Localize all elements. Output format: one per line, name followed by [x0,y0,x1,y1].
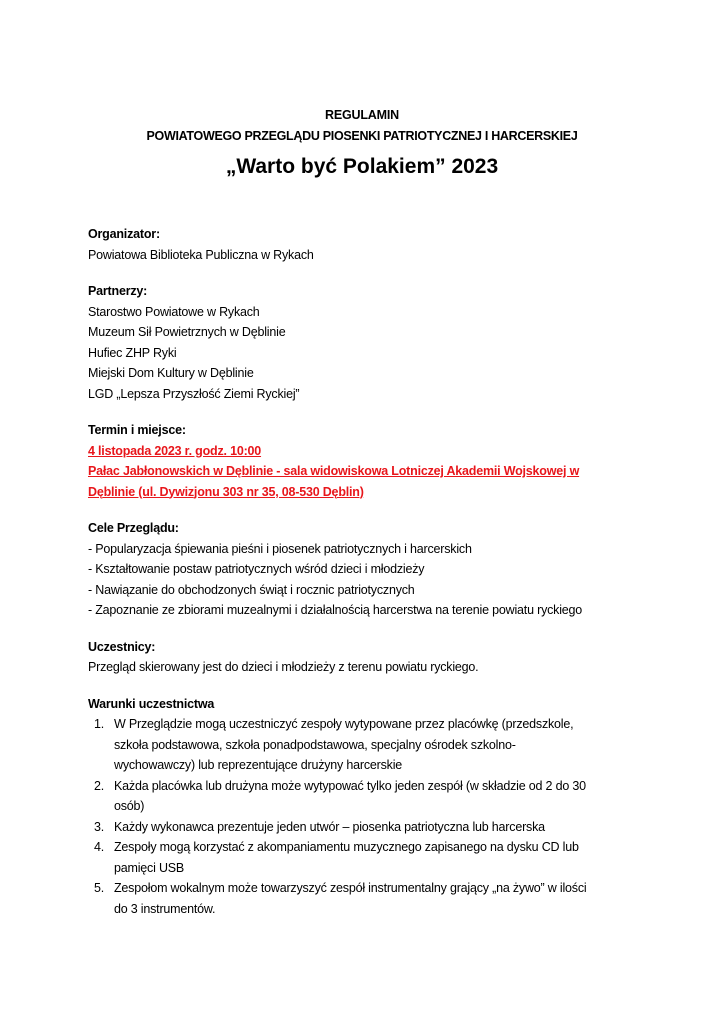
condition-text: Każda placówka lub drużyna może wytypować tylko jeden zespół (w składzie od 2 do 30 [114,778,586,793]
goals-section [88,518,648,621]
event-date: 4 listopada 2023 r. godz. 10:00 [88,443,262,458]
condition-number: 1. [94,717,105,731]
doc-label: REGULAMIN [325,108,399,122]
organizer-name: Powiatowa Biblioteka Publiczna w Rykach [88,247,314,262]
organizer-section [88,224,648,265]
condition-number: 2. [94,778,105,793]
condition-text: Zespoły mogą korzystać z akompaniamentu muzycznego zapisanego na dysku CD lub [114,840,579,854]
event-place: Pałac Jabłonowskich w Dęblinie - sala widowiskowa Lotniczej Akademii Wojskowej w [88,464,580,478]
condition-number: 4. [94,840,105,854]
condition-number: 5. [94,881,105,895]
partner-item: Hufiec ZHP Ryki [88,345,177,360]
condition-text: pamięci USB [114,860,185,875]
conditions-section [88,694,648,920]
partners-heading: Partnerzy: [88,284,148,298]
document-body [88,224,648,935]
partner-item: Starostwo Powiatowe w Rykach [88,304,260,319]
goal-item: - Zapoznanie ze zbiorami muzealnymi i działalnością harcerstwa na terenie powiatu ryckiego [88,603,583,617]
goal-item: - Kształtowanie postaw patriotycznych wśród dzieci i młodzieży [88,562,425,576]
condition-text: Zespołom wokalnym może towarzyszyć zespół instrumentalny grający „na żywo” w ilości [114,881,587,895]
condition-item [88,714,648,776]
condition-item [88,878,648,919]
condition-text: osób) [114,799,145,813]
goal-item: - Popularyzacja śpiewania pieśni i piosenek patriotycznych i harcerskich [88,541,472,556]
doc-title: „Warto być Polakiem” 2023 [225,155,499,178]
organizer-heading: Organizator: [88,227,160,241]
event-address: Dęblinie (ul. Dywizjonu 303 nr 35, 08-530 Dęblin) [88,484,364,499]
conditions-list [88,714,648,919]
condition-item [88,817,648,838]
date-place-heading: Termin i miejsce: [88,423,186,437]
title-block [0,107,724,181]
condition-text: W Przeglądzie mogą uczestniczyć zespoły wytypowane przez placówkę (przedszkole, [114,717,574,731]
doc-subtitle: POWIATOWEGO PRZEGLĄDU PIOSENKI PATRIOTYCZNEJ I HARCERSKIEJ [146,129,578,143]
partners-section [88,281,648,404]
condition-item [88,776,648,817]
conditions-heading: Warunki uczestnictwa [88,696,215,711]
condition-text: Każdy wykonawca prezentuje jeden utwór – piosenka patriotyczna lub harcerska [114,819,545,834]
partner-item: Miejski Dom Kultury w Dęblinie [88,366,254,380]
goals-heading: Cele Przeglądu: [88,521,179,535]
condition-text: wychowawczy) lub reprezentujące drużyny harcerskie [114,758,403,772]
partner-item: LGD „Lepsza Przyszłość Ziemi Ryckiej” [88,386,300,401]
goal-item: - Nawiązanie do obchodzonych świąt i rocznic patriotycznych [88,582,415,597]
condition-text: szkoła podstawowa, szkoła ponadpodstawowa, specjalny ośrodek szkolno- [114,737,516,752]
participants-text: Przegląd skierowany jest do dzieci i młodzieży z terenu powiatu ryckiego. [88,660,479,674]
condition-text: do 3 instrumentów. [114,901,216,916]
condition-number: 3. [94,819,105,834]
date-place-section [88,420,648,502]
participants-heading: Uczestnicy: [88,639,156,654]
participants-section [88,637,648,678]
condition-item [88,837,648,878]
partner-item: Muzeum Sił Powietrznych w Dęblinie [88,325,286,339]
